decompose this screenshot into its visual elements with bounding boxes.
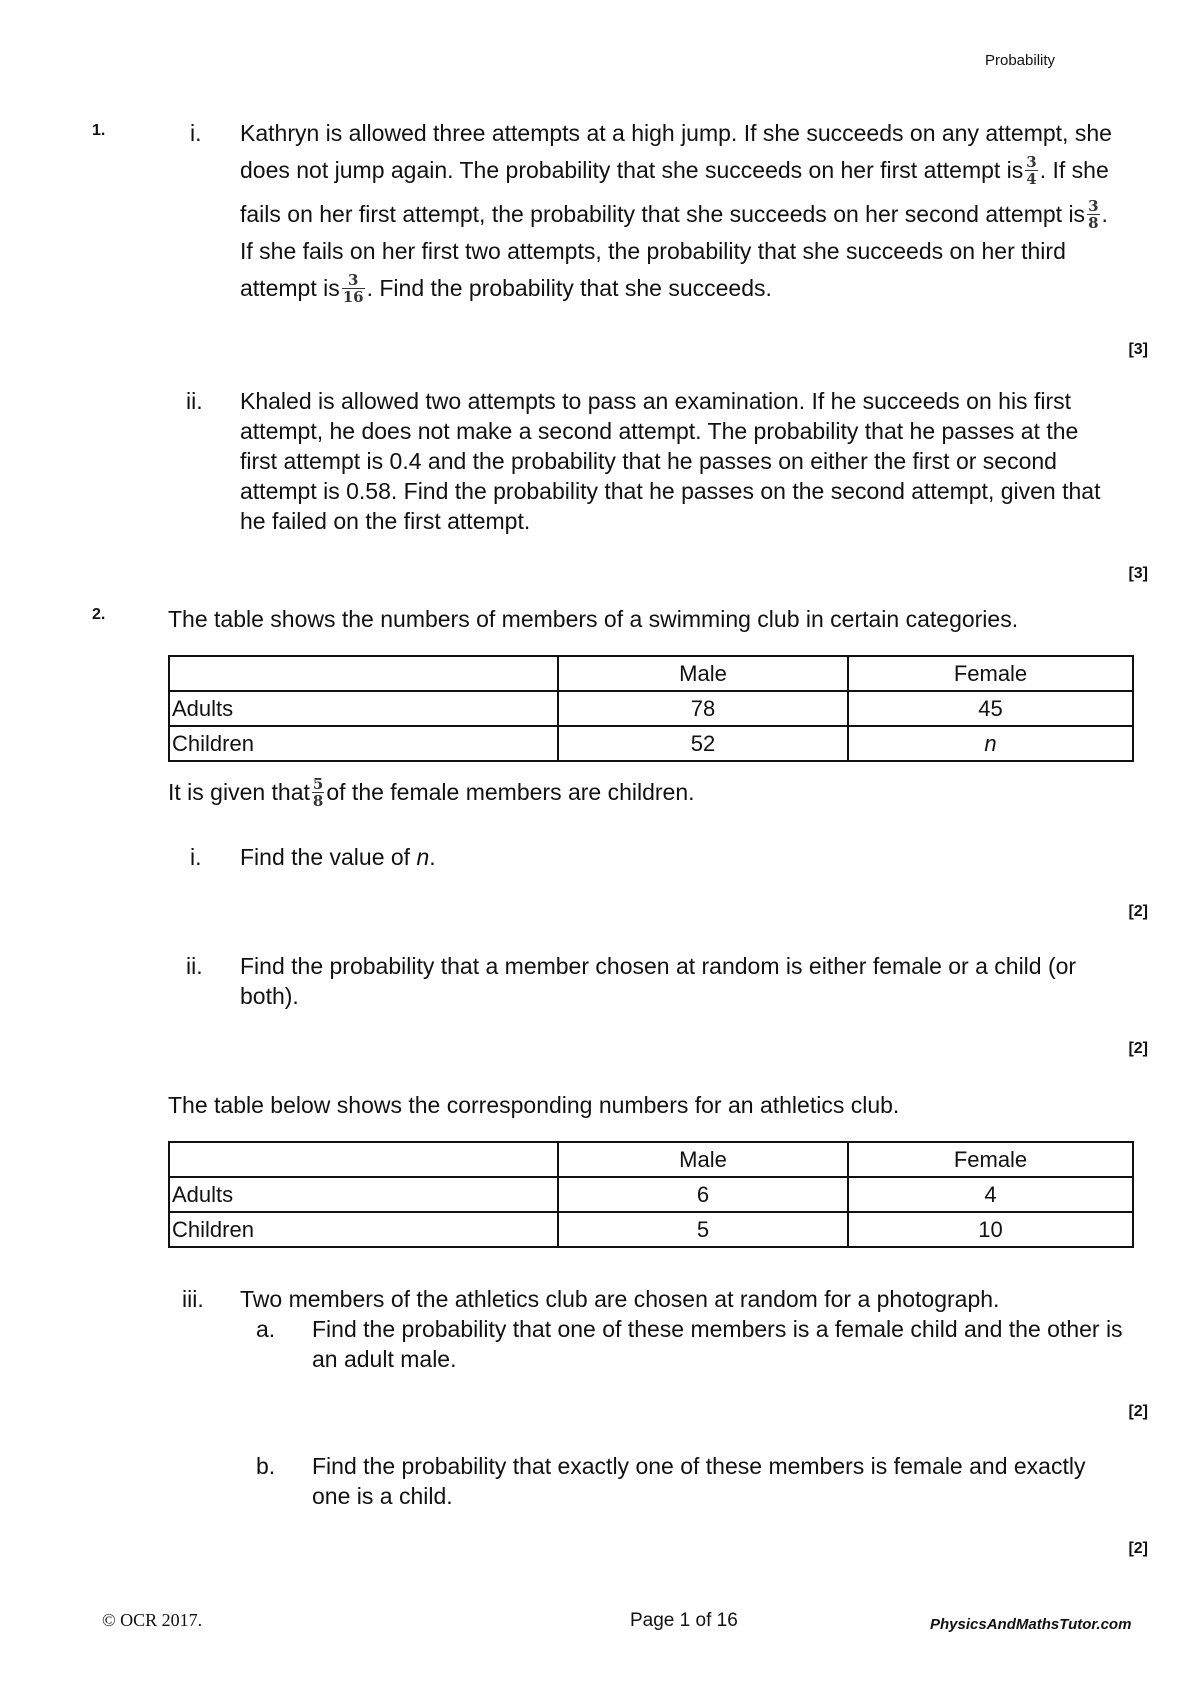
table-header-cell: Male bbox=[558, 656, 848, 691]
table-cell: 45 bbox=[848, 691, 1133, 726]
fraction-numerator: 3 bbox=[1088, 196, 1099, 215]
q2-iii-a-label: a. bbox=[256, 1316, 276, 1342]
q1-i-line3-end: . bbox=[1101, 201, 1108, 227]
table-row bbox=[169, 1177, 1133, 1212]
q1-ii-line1: Khaled is allowed two attempts to pass an examination. If he succeeds on his first bbox=[240, 388, 1071, 414]
table-header-row bbox=[169, 1142, 1133, 1177]
table-cell: Children bbox=[169, 1212, 558, 1247]
q1-i-marks: [3] bbox=[1128, 341, 1148, 358]
q2-part-i-text bbox=[240, 842, 436, 872]
q2-i-variable: n bbox=[416, 844, 430, 870]
fraction-three-sixteenths bbox=[342, 272, 365, 305]
q1-i-line2-text: does not jump again. The probability that she succeeds on her first attempt is bbox=[240, 157, 1024, 183]
table-header-cell: Female bbox=[848, 656, 1133, 691]
page-header-title: Probability bbox=[985, 52, 1056, 69]
q1-i-line4: If she fails on her first two attempts, the probability that she succeeds on her third bbox=[240, 238, 1066, 264]
q2-part-ii-label: ii. bbox=[186, 953, 203, 979]
q1-i-line1: Kathryn is allowed three attempts at a high jump. If she succeeds on any attempt, she bbox=[240, 120, 1112, 146]
q2-given-text: It is given that bbox=[168, 779, 310, 805]
fraction-three-quarters bbox=[1025, 154, 1037, 187]
table-cell: Adults bbox=[169, 691, 558, 726]
q1-i-line3-text: fails on her first attempt, the probability that she succeeds on her second attempt is bbox=[240, 201, 1086, 227]
q2-intro-2: The table below shows the corresponding numbers for an athletics club. bbox=[168, 1092, 900, 1118]
q2-intro: The table shows the numbers of members of a swimming club in certain categories. bbox=[168, 606, 1019, 632]
q1-i-line2-end: . If she bbox=[1039, 157, 1109, 183]
fraction-numerator: 5 bbox=[312, 774, 324, 793]
fraction-denominator: 8 bbox=[1088, 213, 1099, 232]
q1-ii-line5: he failed on the first attempt. bbox=[240, 508, 531, 534]
q1-ii-line2: attempt, he does not make a second attempt. The probability that he passes at the bbox=[240, 418, 1079, 444]
q2-iii-b-label: b. bbox=[256, 1453, 276, 1479]
q2-ii-line2: both). bbox=[240, 983, 299, 1009]
fraction-denominator: 16 bbox=[342, 287, 364, 306]
fraction-five-eighths bbox=[312, 776, 324, 809]
q2-i-marks: [2] bbox=[1128, 903, 1148, 920]
q2-part-i-label: i. bbox=[190, 844, 202, 870]
table-cell: 52 bbox=[558, 726, 848, 761]
q1-i-line3 bbox=[240, 192, 1150, 236]
q1-ii-marks: [3] bbox=[1128, 565, 1148, 582]
q2-iii-a-line2: an adult male. bbox=[312, 1346, 457, 1372]
question-2-number: 2. bbox=[92, 606, 106, 623]
fraction-three-eighths bbox=[1087, 198, 1099, 231]
athletics-club-table bbox=[168, 1141, 1134, 1248]
table-cell: 5 bbox=[558, 1212, 848, 1247]
table-header-cell bbox=[169, 1142, 558, 1177]
q1-i-line5-end: . Find the probability that she succeeds. bbox=[366, 275, 772, 301]
q2-iii-b-line2: one is a child. bbox=[312, 1483, 453, 1509]
fraction-denominator: 4 bbox=[1026, 169, 1037, 188]
q2-given-line bbox=[168, 770, 695, 814]
table-cell: 6 bbox=[558, 1177, 848, 1212]
q1-ii-line4: attempt is 0.58. Find the probability that he passes on the second attempt, given that bbox=[240, 478, 1101, 504]
q2-i-text: Find the value of bbox=[240, 844, 411, 870]
table-cell: 10 bbox=[848, 1212, 1133, 1247]
q2-iii-b-marks: [2] bbox=[1128, 1540, 1148, 1557]
q2-part-iii-label: iii. bbox=[182, 1286, 204, 1312]
table-row bbox=[169, 691, 1133, 726]
footer-site: PhysicsAndMathsTutor.com bbox=[930, 1616, 1132, 1633]
table-header-cell: Female bbox=[848, 1142, 1133, 1177]
table-cell: n bbox=[848, 726, 1133, 761]
fraction-denominator: 8 bbox=[312, 791, 324, 810]
q2-part-ii-text bbox=[240, 951, 1150, 1011]
q2-ii-marks: [2] bbox=[1128, 1040, 1148, 1057]
q2-iii-a-line1: Find the probability that one of these members is a female child and the other is bbox=[312, 1316, 1123, 1342]
table-cell: Children bbox=[169, 726, 558, 761]
q1-part-ii-text bbox=[240, 386, 1150, 536]
q2-iii-b-text bbox=[312, 1451, 1162, 1511]
fraction-numerator: 3 bbox=[347, 270, 359, 289]
q1-part-i-label: i. bbox=[190, 120, 202, 146]
q2-given-text-end: of the female members are children. bbox=[326, 779, 695, 805]
q1-i-line2 bbox=[240, 148, 1150, 192]
question-1-number: 1. bbox=[92, 122, 106, 139]
q1-i-line5 bbox=[240, 266, 1150, 310]
q1-i-line5-text: attempt is bbox=[240, 275, 340, 301]
q2-iii-a-text bbox=[312, 1314, 1162, 1374]
table-header-cell: Male bbox=[558, 1142, 848, 1177]
q2-iii-b-line1: Find the probability that exactly one of these members is female and exactly bbox=[312, 1453, 1086, 1479]
fraction-numerator: 3 bbox=[1026, 152, 1037, 171]
table-header-row bbox=[169, 656, 1133, 691]
table-cell: 78 bbox=[558, 691, 848, 726]
footer-copyright: © OCR 2017. bbox=[102, 1610, 203, 1630]
table-header-cell bbox=[169, 656, 558, 691]
q1-ii-line3: first attempt is 0.4 and the probability that he passes on either the first or second bbox=[240, 448, 1057, 474]
table-cell: Adults bbox=[169, 1177, 558, 1212]
q2-iii-a-marks: [2] bbox=[1128, 1403, 1148, 1420]
q1-part-ii-label: ii. bbox=[186, 388, 203, 414]
footer-page-number: Page 1 of 16 bbox=[630, 1610, 738, 1631]
q2-ii-line1: Find the probability that a member chosen at random is either female or a child (or bbox=[240, 953, 1077, 979]
q1-part-i-text bbox=[240, 118, 1150, 310]
table-row bbox=[169, 1212, 1133, 1247]
swimming-club-table bbox=[168, 655, 1134, 762]
table-cell: 4 bbox=[848, 1177, 1133, 1212]
q2-part-iii-text: Two members of the athletics club are chosen at random for a photograph. bbox=[240, 1286, 1000, 1312]
table-row bbox=[169, 726, 1133, 761]
q2-i-text-end: . bbox=[429, 844, 436, 870]
